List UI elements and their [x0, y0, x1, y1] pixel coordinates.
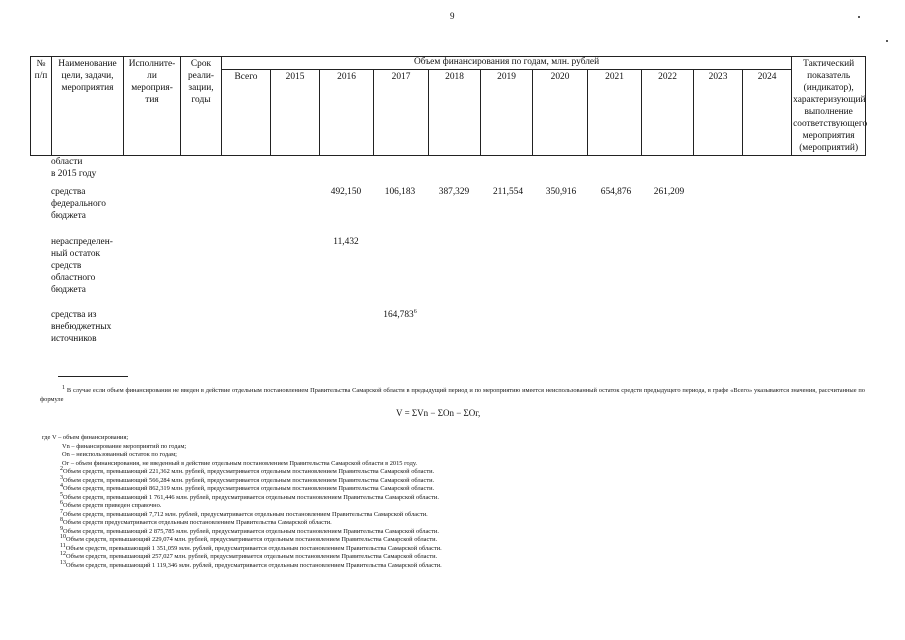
- footnote-item: $^5$Объем средств, превышающий 1 761,446 млн. рублей, предусматривается отдельным постановлением Правительства Самарской области.: [60, 491, 439, 501]
- cell-value-2017: 164,783$^6$: [383, 308, 417, 320]
- row-label: нераспределен- ный остаток средств областного бюджета: [51, 237, 113, 295]
- header-num: № п/п: [31, 57, 52, 156]
- header-year-2016: 2016: [320, 69, 374, 155]
- footnote-item: $^6$Объем средств приведен справочно.: [60, 499, 162, 509]
- row-label: средства федерального бюджета: [51, 187, 106, 221]
- header-year-2017: 2017: [374, 69, 429, 155]
- footnote-item: $^3$Объем средств, превышающий 566,284 млн. рублей, предусматривается отдельным постановлением Правительства Самарской области.: [60, 474, 435, 484]
- footnote-definition: On – неиспользованный остаток по годам;: [62, 451, 177, 458]
- footnote-item: $^7$Объем средств, превышающий 7,712 млн. рублей, предусматривается отдельным постановлением Правительства Самарской области.: [60, 508, 428, 518]
- header-year-2020: 2020: [533, 69, 588, 155]
- cell-value-2021: 654,876: [600, 187, 632, 197]
- cell-value-2019: 211,554: [492, 187, 524, 197]
- footnote-definition: Oг – объем финансирования, не введенный в действие отдельным постановлением Правительства Самарской области в 2015 году.: [62, 459, 417, 467]
- header-term: Срок реали- зации, годы: [181, 57, 222, 156]
- header-name: Наименование цели, задачи, мероприятия: [52, 57, 124, 156]
- footnote-item: $^8$Объем средств предусматривается отдельным постановлением Правительства Самарской области.: [60, 516, 332, 526]
- footnote-list: [42, 434, 842, 570]
- scan-speck: [858, 16, 860, 18]
- header-year-2019: 2019: [481, 69, 533, 155]
- header-year-2023: 2023: [694, 69, 743, 155]
- header-year-2021: 2021: [588, 69, 642, 155]
- header-volume-group: Объем финансирования по годам, млн. рублей: [222, 57, 792, 70]
- header-year-2024: 2024: [743, 69, 792, 155]
- page-number: 9: [450, 11, 455, 21]
- row-label: области в 2015 году: [51, 157, 97, 179]
- formula: V = ΣVn − ΣOn − ΣOг,: [396, 408, 481, 418]
- header-year-2022: 2022: [642, 69, 694, 155]
- footnote-item: $^2$Объем средств, превышающий 221,362 млн. рублей, предусматривается отдельным постановлением Правительства Самарской области.: [60, 465, 435, 475]
- footnote-item: $^{11}$Объем средств, превышающий 1 351,059 млн. рублей, предусматривается отдельным постановлением Правительства Самарской области.: [60, 542, 442, 552]
- header-year-2018: 2018: [429, 69, 481, 155]
- cell-value-2016: 11,432: [333, 237, 359, 247]
- header-indicator: Тактический показатель (индикатор), характеризующий выполнение соответствующего мероприятия (мероприятий): [792, 57, 866, 156]
- cell-value-2022: 261,209: [653, 187, 685, 197]
- header-year-total: Всего: [222, 69, 271, 155]
- footnote-definition: Vn – финансирование мероприятий по годам;: [62, 442, 187, 450]
- footnote-item: $^{12}$Объем средств, превышающий 257,027 млн. рублей, предусматривается отдельным постановлением Правительства Самарской области.: [60, 550, 438, 560]
- footnote-item: $^9$Объем средств, превышающий 2 875,785 млн. рублей, предусматривается отдельным постановлением Правительства Самарской области.: [60, 525, 439, 535]
- financing-table-header: [30, 56, 866, 156]
- footnote-1: $^1$ В случае если объем финансирования не введен в действие отдельным постановлением Правительства Самарской области в предыдущий период и по мероприятию имеется неиспользованный остаток средств предыдущего периода, в графе «Всего» указываются значения, рассчитанные по формуле: [40, 384, 865, 403]
- footnote-item: $^4$Объем средств, превышающий 862,319 млн. рублей, предусматривается отдельным постановлением Правительства Самарской области.: [60, 482, 435, 492]
- row-label: средства из внебюджетных источников: [51, 310, 112, 344]
- cell-value-2020: 350,916: [545, 187, 577, 197]
- cell-value-2017: 106,183: [384, 187, 416, 197]
- scan-speck: [886, 40, 888, 42]
- footnote-item: $^{10}$Объем средств, превышающий 229,074 млн. рублей, предусматривается отдельным постановлением Правительства Самарской области.: [60, 533, 438, 543]
- footnote-separator: [58, 376, 128, 377]
- header-year-2015: 2015: [271, 69, 320, 155]
- header-executor: Исполните- ли мероприя- тия: [124, 57, 181, 156]
- cell-value-2016: 492,150: [330, 187, 362, 197]
- cell-value-2018: 387,329: [438, 187, 470, 197]
- footnote-item: $^{13}$Объем средств, превышающий 1 119,346 млн. рублей, предусматривается отдельным постановлением Правительства Самарской области.: [60, 559, 442, 569]
- footnote-where: где V – объем финансирования;: [42, 434, 129, 441]
